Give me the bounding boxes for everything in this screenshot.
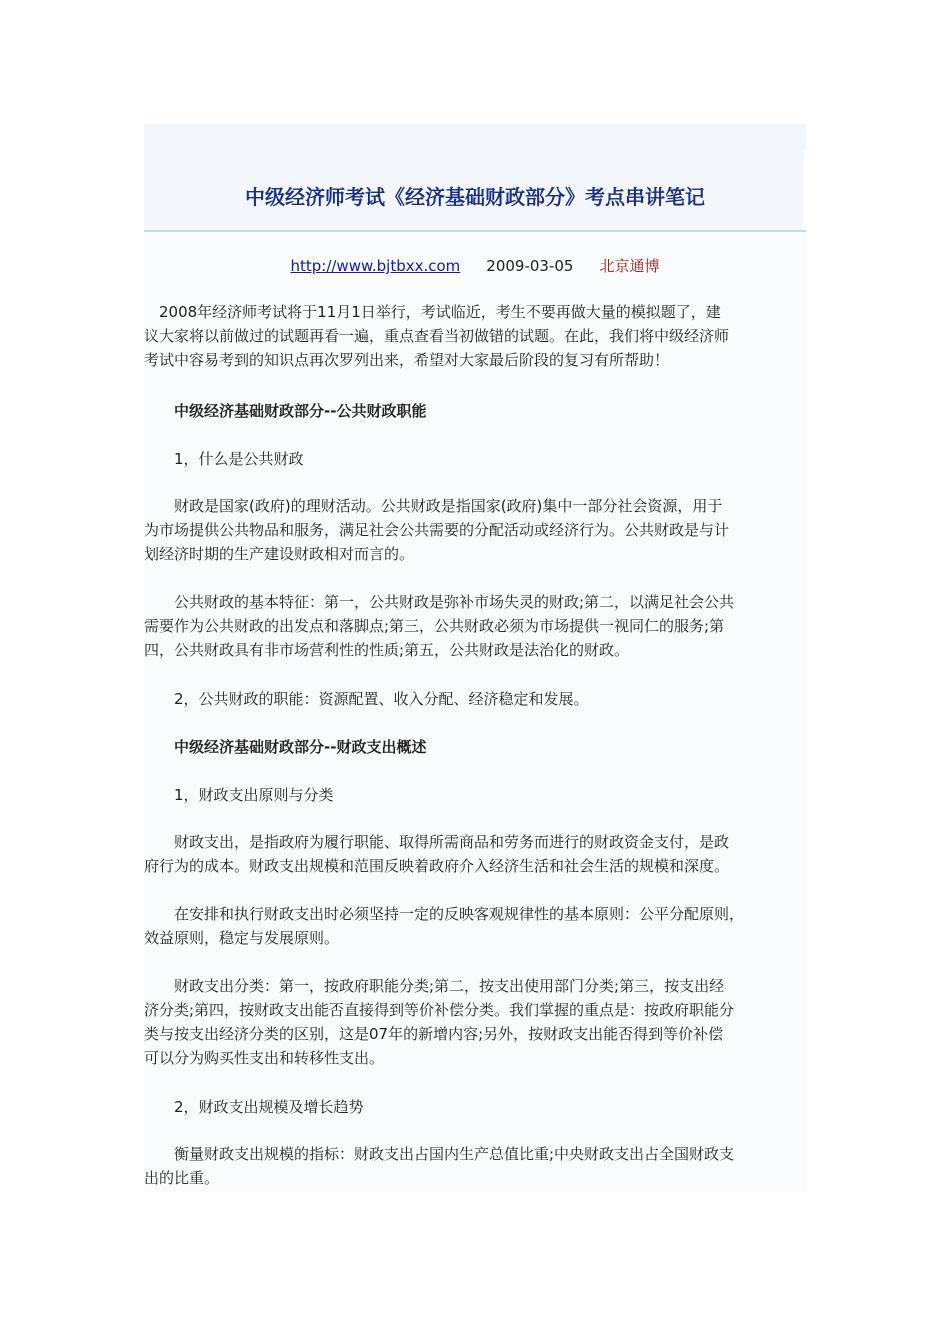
text-line: 公共财政的基本特征：第一，公共财政是弥补市场失灵的财政;第二，以满足社会公共: [144, 593, 735, 611]
text-line: 效益原则，稳定与发展原则。: [144, 929, 340, 947]
subsection-heading: [144, 783, 806, 807]
subsection-heading: [144, 447, 806, 471]
text-line: 考试中容易考到的知识点再次罗列出来，希望对大家最后阶段的复习有所帮助！: [144, 351, 670, 369]
text-line: 府行为的成本。财政支出规模和范围反映着政府介入经济生活和社会生活的规模和深度。: [144, 857, 730, 875]
section-heading-text: 中级经济基础财政部分--公共财政职能: [144, 402, 427, 420]
article-container: [144, 124, 806, 1192]
text-line: 出的比重。: [144, 1169, 220, 1187]
title-band: [144, 124, 806, 232]
subsection-heading: [144, 1095, 806, 1119]
body-paragraph: [144, 902, 806, 950]
text-line: 四，公共财政具有非市场营利性的性质;第五，公共财政是法治化的财政。: [144, 641, 630, 659]
text-line: 类与按支出经济分类的区别，这是07年的新增内容;另外，按财政支出能否得到等价补偿: [144, 1025, 724, 1043]
text-line: 可以分为购买性支出和转移性支出。: [144, 1049, 385, 1067]
body-paragraph: [144, 830, 806, 878]
body-paragraph: [144, 1142, 806, 1190]
article-title: 中级经济师考试《经济基础财政部分》考点串讲笔记: [245, 185, 705, 209]
text-line: 需要作为公共财政的出发点和落脚点;第三，公共财政必须为市场提供一视同仁的服务;第: [144, 617, 725, 635]
text-line: 财政支出，是指政府为履行职能、取得所需商品和劳务而进行的财政资金支付，是政: [144, 833, 730, 851]
intro-paragraph: [144, 300, 806, 372]
text-line: 在安排和执行财政支出时必须坚持一定的反映客观规律性的基本原则：公平分配原则，: [144, 905, 745, 923]
subsection-heading-text: 1，什么是公共财政: [144, 450, 304, 468]
text-line: 济分类;第四，按财政支出能否直接得到等价补偿分类。我们掌握的重点是：按政府职能分: [144, 1001, 735, 1019]
body-paragraph: [144, 687, 806, 711]
subsection-heading-text: 2，财政支出规模及增长趋势: [144, 1098, 364, 1116]
source-name: 北京通博: [599, 257, 660, 275]
text-line: 衡量财政支出规模的指标：财政支出占国内生产总值比重;中央财政支出占全国财政支: [144, 1145, 735, 1163]
section-heading: [144, 399, 806, 423]
publish-date: 2009-03-05: [486, 257, 574, 275]
source-link[interactable]: http://www.bjtbxx.com: [290, 257, 461, 275]
text-line: 财政是国家(政府)的理财活动。公共财政是指国家(政府)集中一部分社会资源，用于: [144, 497, 723, 515]
body-paragraph: [144, 974, 806, 1070]
subsection-heading-text: 1，财政支出原则与分类: [144, 786, 334, 804]
text-line: 2008年经济师考试将于11月1日举行，考试临近，考生不要再做大量的模拟题了，建: [144, 303, 721, 321]
text-line: 财政支出分类：第一，按政府职能分类;第二，按支出使用部门分类;第三，按支出经: [144, 977, 725, 995]
text-line: 划经济时期的生产建设财政相对而言的。: [144, 545, 415, 563]
body-paragraph: [144, 494, 806, 566]
text-line: 议大家将以前做过的试题再看一遍，重点查看当初做错的试题。在此，我们将中级经济师: [144, 327, 730, 345]
body-paragraph: [144, 590, 806, 662]
text-line: 2，公共财政的职能：资源配置、收入分配、经济稳定和发展。: [144, 690, 589, 708]
section-heading: [144, 735, 806, 759]
section-heading-text: 中级经济基础财政部分--财政支出概述: [144, 738, 427, 756]
text-line: 为市场提供公共物品和服务，满足社会公共需要的分配活动或经济行为。公共财政是与计: [144, 521, 730, 539]
article-meta: [144, 255, 806, 277]
